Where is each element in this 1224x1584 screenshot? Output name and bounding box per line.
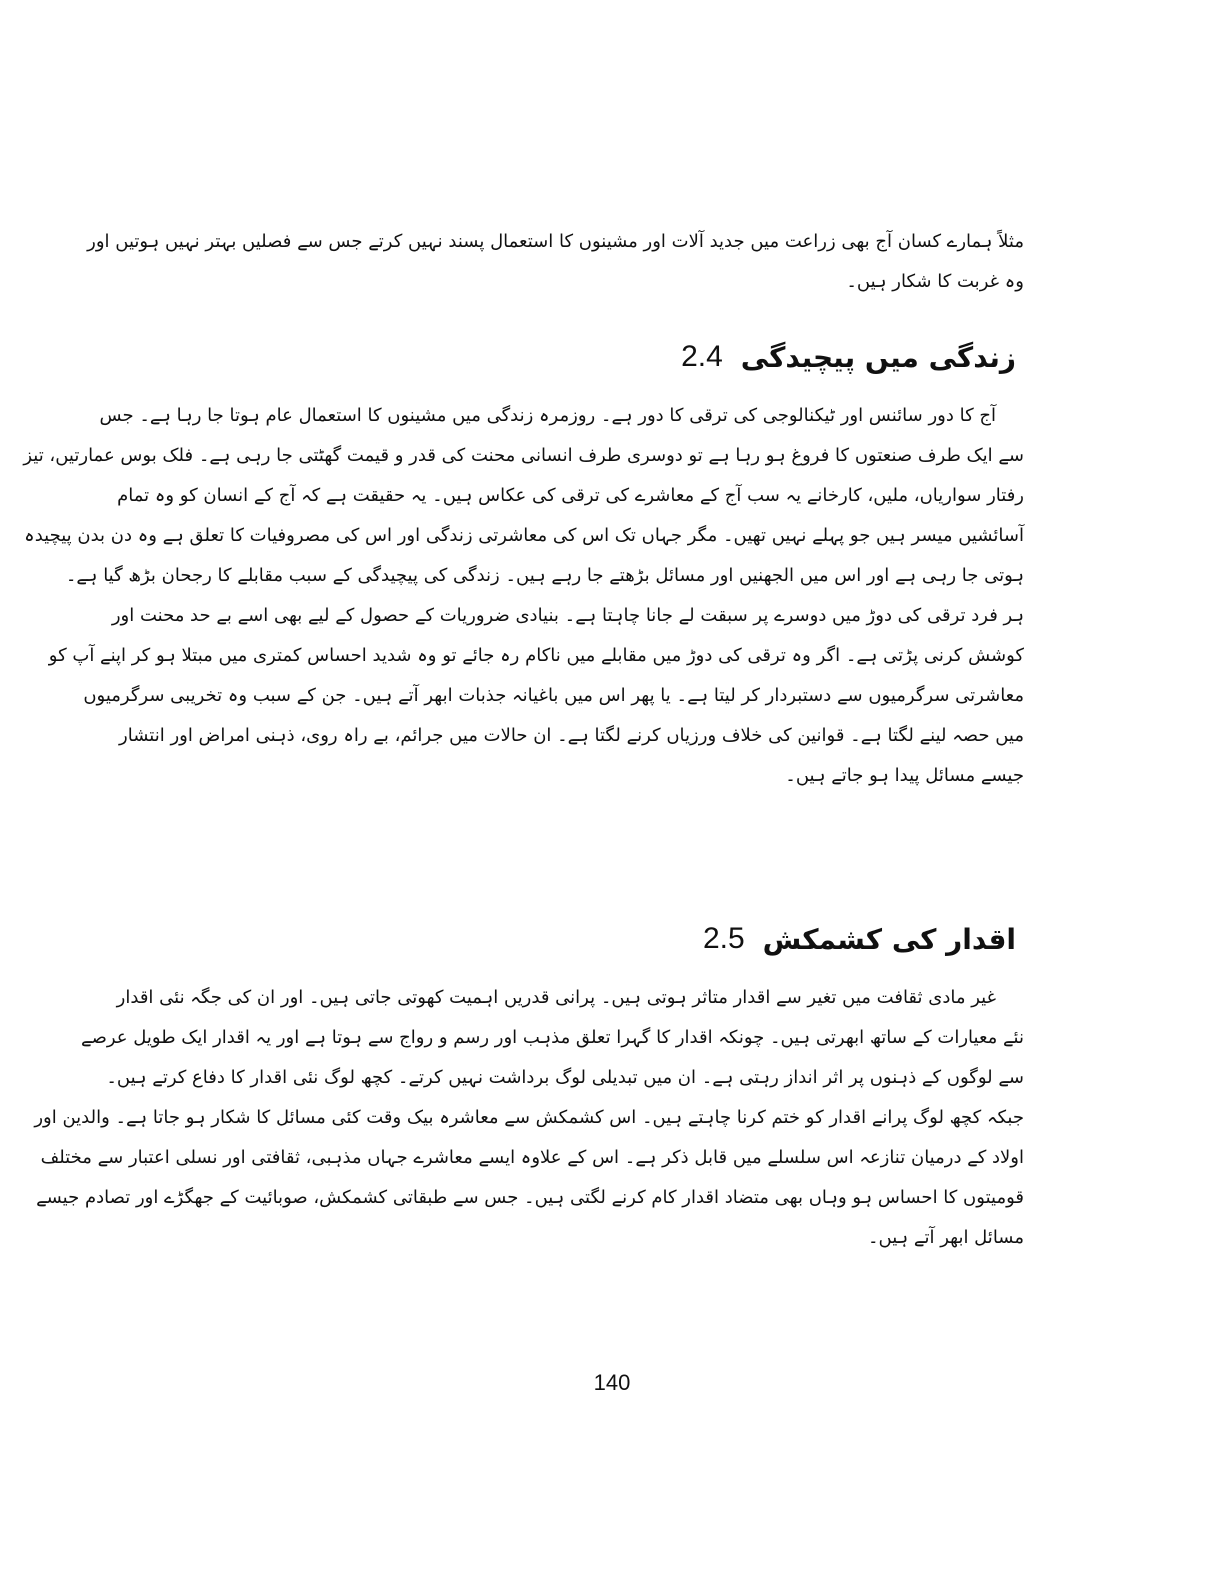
- paragraph-line: جبکہ کچھ لوگ پرانے اقدار کو ختم کرنا چاہتے ہیں۔ اس کشمکش سے معاشرہ بیک وقت کئی مسائل کا شکار ہو جاتا ہے۔ والدین اور: [34, 1107, 1024, 1128]
- paragraph-line: آج کا دور سائنس اور ٹیکنالوجی کی ترقی کا دور ہے۔ روزمرہ زندگی میں مشینوں کا استعمال عام ہوتا جا رہا ہے۔ جس: [99, 405, 996, 426]
- paragraph-line: قومیتوں کا احساس ہو وہاں بھی متضاد اقدار کام کرنے لگتی ہیں۔ جس سے طبقاتی کشمکش، صوبائیت کے جھگڑے اور تصادم جیسے: [36, 1187, 1024, 1208]
- paragraph-line: سے ایک طرف صنعتوں کا فروغ ہو رہا ہے تو دوسری طرف انسانی محنت کی قدر و قیمت گھٹتی جا رہی ہے۔ فلک بوس عمارتیں، تیز: [23, 445, 1024, 466]
- paragraph-line: میں حصہ لینے لگتا ہے۔ قوانین کی خلاف ورزیاں کرنے لگتا ہے۔ ان حالات میں جرائم، بے راہ روی، ذہنی امراض اور انتشار: [119, 725, 1024, 746]
- intro-paragraph: [87, 222, 1024, 302]
- section-heading-2-4: [681, 334, 1016, 380]
- section-2-4-body: [23, 396, 1024, 796]
- paragraph-line: ہوتی جا رہی ہے اور اس میں الجھنیں اور مسائل بڑھتے جا رہے ہیں۔ زندگی کی پیچیدگی کے سبب مقابلے کا رجحان بڑھ گیا ہے۔: [65, 565, 1024, 586]
- paragraph-line: رفتار سواریاں، ملیں، کارخانے یہ سب آج کے معاشرے کی ترقی کی عکاس ہیں۔ یہ حقیقت ہے کہ آج کے انسان کو وہ تمام: [117, 485, 1024, 506]
- paragraph-line: ہر فرد ترقی کی دوڑ میں دوسرے پر سبقت لے جانا چاہتا ہے۔ بنیادی ضروریات کے حصول کے لیے بھی اسے بے حد محنت اور: [111, 605, 1024, 626]
- paragraph-line: مثلاً ہمارے کسان آج بھی زراعت میں جدید آلات اور مشینوں کا استعمال پسند نہیں کرتے جس سے فصلیں بہتر نہیں ہوتیں اور: [87, 231, 1024, 252]
- paragraph-line: کوشش کرنی پڑتی ہے۔ اگر وہ ترقی کی دوڑ میں مقابلے میں ناکام رہ جائے تو وہ شدید احساس کمتری میں مبتلا ہو کر اپنے آپ کو: [48, 645, 1024, 666]
- paragraph-line: معاشرتی سرگرمیوں سے دستبردار کر لیتا ہے۔ یا پھر اس میں باغیانہ جذبات ابھر آتے ہیں۔ جن کے سبب وہ تخریبی سرگرمیوں: [83, 685, 1024, 706]
- section-number: 2.5: [702, 922, 745, 955]
- paragraph-line: مسائل ابھر آتے ہیں۔: [867, 1227, 1024, 1248]
- paragraph-line: غیر مادی ثقافت میں تغیر سے اقدار متاثر ہوتی ہیں۔ پرانی قدریں اہمیت کھوتی جاتی ہیں۔ اور ان کی جگہ نئی اقدار: [116, 987, 996, 1008]
- section-heading-2-5: [703, 916, 1016, 962]
- paragraph-line: وہ غربت کا شکار ہیں۔: [846, 271, 1024, 292]
- paragraph-line: نئے معیارات کے ساتھ ابھرتی ہیں۔ چونکہ اقدار کا گہرا تعلق مذہب اور رسم و رواج سے ہوتا ہے اور یہ اقدار ایک طویل عرصے: [81, 1027, 1024, 1048]
- paragraph-line: اولاد کے درمیان تنازعہ اس سلسلے میں قابل ذکر ہے۔ اس کے علاوہ ایسے معاشرے جہاں مذہبی، ثقافتی اور نسلی اعتبار سے مختلف: [40, 1147, 1024, 1168]
- paragraph-line: سے لوگوں کے ذہنوں پر اثر انداز رہتی ہے۔ ان میں تبدیلی لوگ برداشت نہیں کرتے۔ کچھ لوگ نئی اقدار کا دفاع کرتے ہیں۔: [106, 1067, 1024, 1088]
- section-2-5-body: [34, 978, 1024, 1258]
- paragraph-line: آسائشیں میسر ہیں جو پہلے نہیں تھیں۔ مگر جہاں تک اس کی معاشرتی زندگی اور اس کی مصروفیات کا تعلق ہے وہ دن بدن پیچیدہ: [24, 525, 1024, 546]
- section-title: اقدار کی کشمکش: [762, 922, 1016, 956]
- section-number: 2.4: [681, 340, 723, 373]
- page-number: 140: [593, 1370, 631, 1395]
- section-title: زندگی میں پیچیدگی: [740, 340, 1016, 374]
- paragraph-line: جیسے مسائل پیدا ہو جاتے ہیں۔: [785, 765, 1024, 786]
